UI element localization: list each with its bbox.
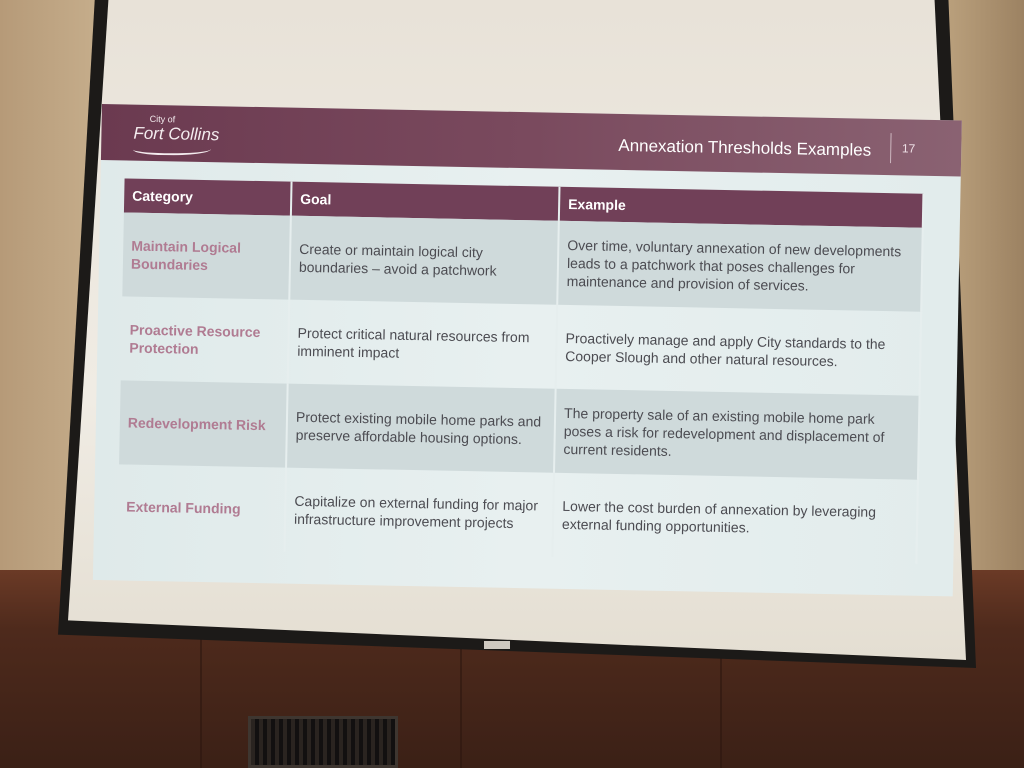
table-row bbox=[122, 212, 922, 311]
category-cell: Proactive Resource Protection bbox=[121, 296, 290, 383]
goal-cell: Capitalize on external funding for major infrastructure improvement projects bbox=[284, 468, 554, 557]
column-header-goal: Goal bbox=[291, 182, 560, 221]
table-row bbox=[121, 296, 921, 395]
logo-swoosh-icon bbox=[133, 143, 211, 156]
goal-cell: Protect existing mobile home parks and preserve affordable housing options. bbox=[286, 384, 556, 473]
column-header-example: Example bbox=[559, 187, 924, 228]
table-row bbox=[117, 464, 917, 563]
goal-cell: Protect critical natural resources from imminent impact bbox=[288, 300, 558, 389]
presentation-slide bbox=[93, 104, 962, 596]
category-cell: Maintain Logical Boundaries bbox=[122, 212, 291, 299]
screen-brand-plate bbox=[484, 641, 510, 649]
logo-city-of: City of bbox=[149, 113, 176, 125]
category-cell: External Funding bbox=[117, 464, 286, 551]
floor-vent bbox=[248, 716, 398, 768]
table-row bbox=[119, 380, 919, 479]
example-cell: Proactively manage and apply City standards to the Cooper Slough and other natural resources. bbox=[556, 305, 922, 396]
slide-number: 17 bbox=[901, 141, 916, 156]
title-divider bbox=[890, 133, 892, 163]
goal-cell: Create or maintain logical city boundaries – avoid a patchwork bbox=[289, 216, 559, 305]
column-header-category: Category bbox=[124, 178, 292, 215]
example-cell: Over time, voluntary annexation of new developments leads to a patchwork that poses challenges for maintenance and provision of services. bbox=[557, 221, 923, 312]
slide-title: Annexation Thresholds Examples bbox=[618, 135, 872, 160]
example-cell: The property sale of an existing mobile home park poses a risk for redevelopment and displacement of current residents. bbox=[554, 389, 920, 480]
category-cell: Redevelopment Risk bbox=[119, 380, 288, 467]
example-cell: Lower the cost burden of annexation by leveraging external funding opportunities. bbox=[552, 473, 918, 564]
logo-fort-collins: Fort Collins bbox=[133, 123, 220, 145]
city-logo bbox=[133, 115, 220, 146]
thresholds-table bbox=[117, 178, 924, 563]
